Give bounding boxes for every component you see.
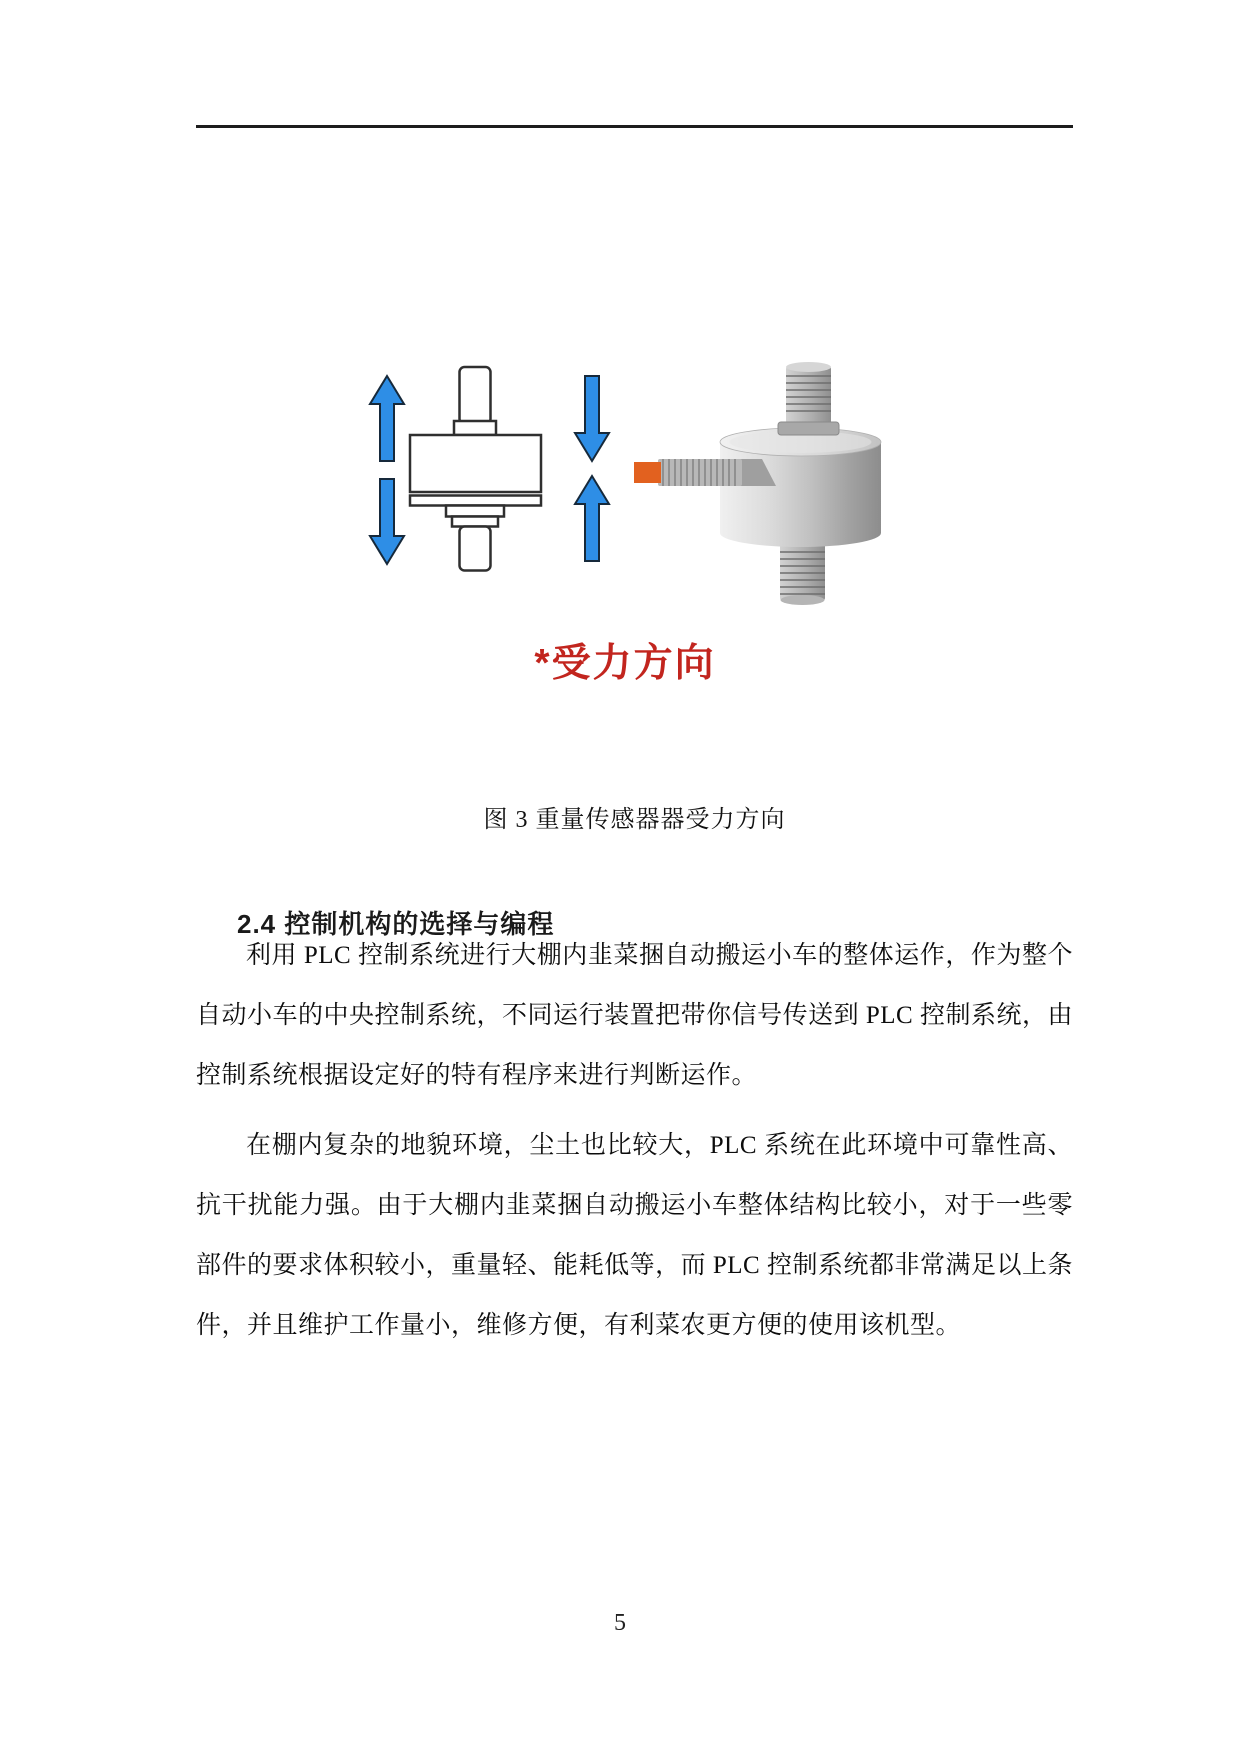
drawing-body-strip (410, 496, 541, 506)
figure-caption: 图 3 重量传感器器受力方向 (483, 807, 786, 833)
photo-cable-wire (634, 462, 661, 483)
load-cell-photo (634, 362, 881, 605)
body-paragraph: 利用 PLC 控制系统进行大棚内韭菜捆自动搬运小车的整体运作，作为整个自动小车的中央控制系统，不同运行装置把带你信号传送到 PLC 控制系统，由控制系统根据设定好的特有程序来进行判断运作。 (196, 942, 1073, 1089)
figure-image (300, 310, 890, 620)
load-cell-line-drawing (410, 367, 541, 571)
drawing-body (410, 435, 541, 492)
photo-stud-nut (778, 422, 839, 435)
drawing-bottom-flange (446, 506, 504, 517)
up-arrow-icon (575, 476, 609, 561)
body-paragraph: 在棚内复杂的地貌环境，尘土也比较大，PLC 系统在此环境中可靠性高、抗干扰能力强。由于大棚内韭菜捆自动搬运小车整体结构比较小，对于一些零部件的要求体积较小，重量轻、能耗低等，而 PLC 控制系统都非常满足以上条件，并且维护工作量小，维修方便，有利菜农更方便的使用该机型。 (196, 1132, 1073, 1339)
header-rule (196, 125, 1073, 128)
drawing-top-stud (460, 367, 491, 424)
drawing-top-flange (454, 421, 496, 435)
photo-bottom-stud (780, 543, 825, 605)
down-arrow-icon (575, 376, 609, 461)
drawing-bottom-stud (460, 527, 491, 571)
photo-cylinder-body (720, 442, 881, 547)
photo-cable-connector (658, 459, 776, 486)
force-direction-label: *受力方向 (534, 642, 716, 685)
up-arrow-icon (370, 376, 404, 461)
photo-top-stud (778, 362, 839, 435)
drawing-bottom-nut (452, 517, 498, 527)
page-number: 5 (614, 1610, 626, 1636)
down-arrow-icon (370, 479, 404, 564)
section-heading: 2.4 控制机构的选择与编程 (237, 908, 555, 939)
